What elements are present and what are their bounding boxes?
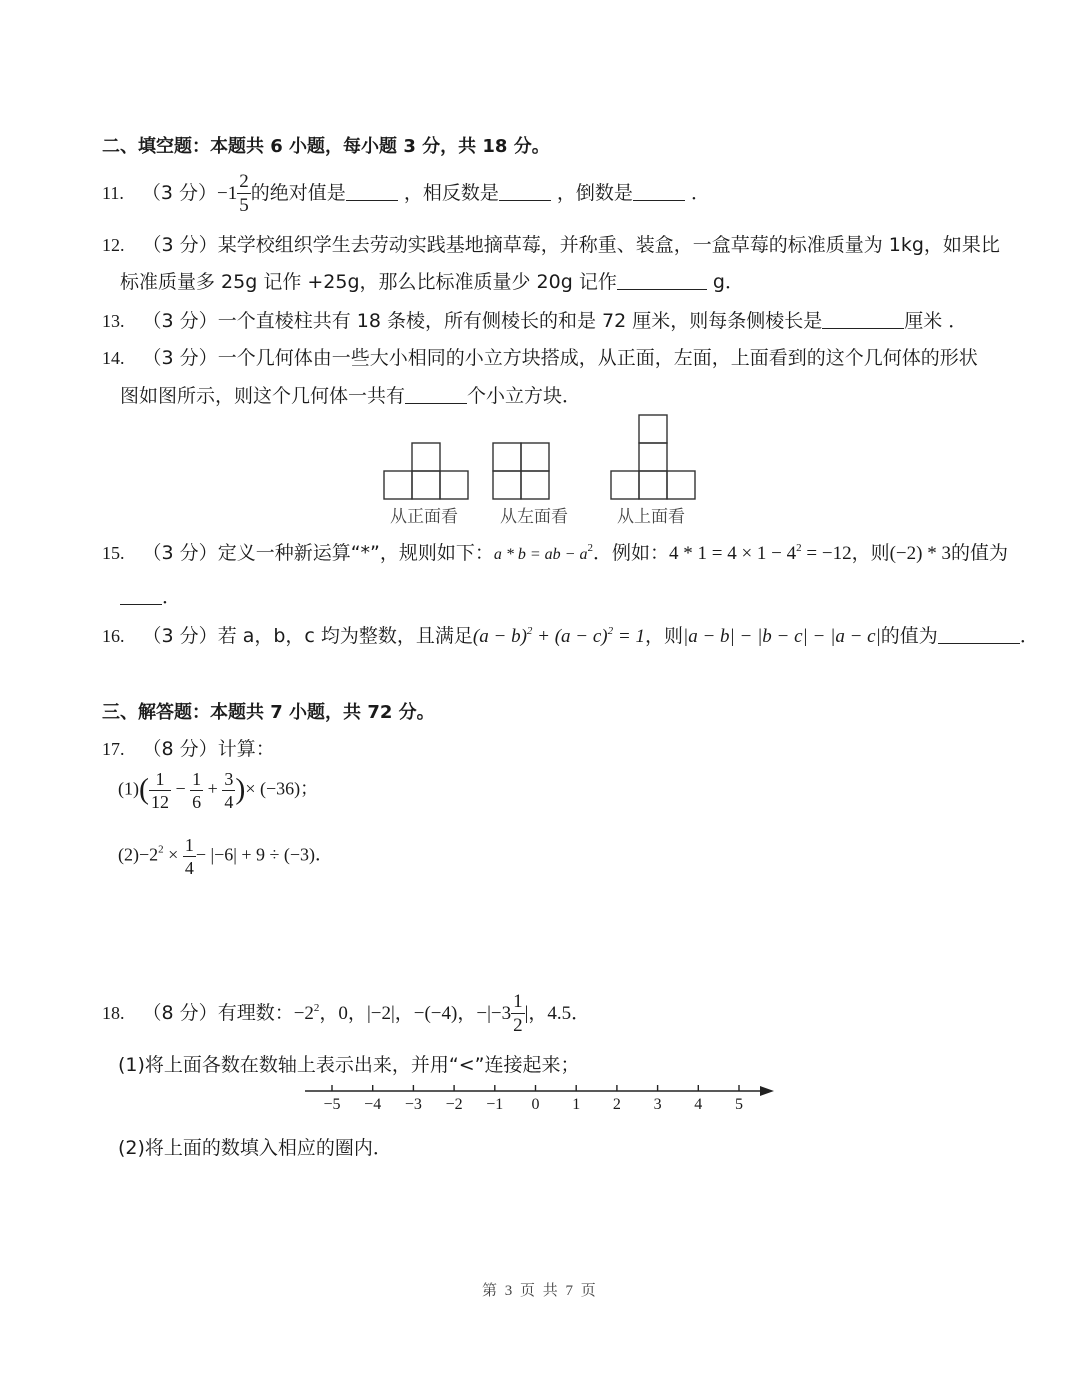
question-text: 一个直棱柱共有 18 条棱，所有侧棱长的和是 72 厘米，则每条侧棱长是 (217, 310, 823, 332)
question-score: （8 分） (142, 738, 218, 760)
top-view-drawing (611, 415, 695, 499)
mixed-number-whole: −1 (217, 183, 238, 204)
question-11: 11. （3 分）−1 $\frac{2}{5}$ 的绝对值是 ，相反数是 ，倒数是 ． (102, 171, 710, 216)
question-score: （3 分） (142, 542, 218, 564)
question-score: （3 分） (142, 347, 218, 369)
question-12-line-2: 标准质量多 25g 记作 +25g，那么比标准质量少 20g 记作 g． (120, 271, 744, 293)
arrow-right-icon (760, 1086, 774, 1096)
number-line-tick-label: 3 (653, 1096, 662, 1113)
question-text: 一个几何体由一些大小相同的小立方块搭成，从正面，左面，上面看到的这个几何体的形状 (217, 347, 978, 369)
question-number: 13. (102, 311, 125, 331)
question-18: 18. （8 分）有理数：$-2^2$，0，|−2|，−(−4)，−|−3 $\frac{1}{2}$ |，4.5． (102, 991, 591, 1036)
answer-blank[interactable] (120, 585, 162, 605)
fraction: $\frac{2}{5}$ (239, 171, 249, 216)
number-line-tick-label: −4 (364, 1096, 382, 1113)
condition-equation: $(a - b)^2 + (a - c)^2 = 1$ (472, 625, 645, 647)
number-line-tick-label: 4 (694, 1096, 703, 1113)
operation-rule: a * b = ab − a (493, 546, 588, 563)
answer-blank[interactable] (346, 181, 398, 201)
question-17-part-2: $(2)-2^2$ × $\frac{1}{4}$ − |−6| + 9 ÷ (−3)． (118, 835, 333, 878)
operation-example: 4 * 1 = 4 × 1 − 4 (668, 543, 797, 564)
question-12 (102, 230, 1000, 257)
question-17: 17. （8 分）计算： (102, 738, 275, 760)
question-score: （8 分） (142, 1002, 218, 1024)
answer-blank[interactable] (938, 624, 1020, 644)
question-number: 18. (102, 1003, 125, 1023)
number-line-tick-label: 1 (572, 1096, 581, 1113)
left-view-drawing (493, 443, 549, 499)
answer-blank[interactable] (499, 181, 551, 201)
question-score: （3 分） (141, 182, 218, 204)
question-text: 某学校组织学生去劳动实践基地摘草莓，并称重、装盒，一盒草莓的标准质量为 1kg，如果比 (217, 234, 1000, 256)
question-16: 16. （3 分）若 a，b，c 均为整数，且满足$(a - b)^2 + (a - c)^2 = 1$，则|a − b| − |b − c| − |a − c|的值为 ． (102, 625, 1039, 647)
left-view-label: 从左面看 (500, 507, 568, 526)
question-number: 11. (102, 183, 124, 203)
number-line-tick-label: 0 (531, 1096, 540, 1113)
number-line-tick-label: −3 (404, 1096, 422, 1113)
question-18-part-2: (2)将上面的数填入相应的圈内． (118, 1137, 392, 1159)
expression: (−2) * 3 (889, 543, 951, 564)
question-13: 13. （3 分）一个直棱柱共有 18 条棱，所有侧棱长的和是 72 厘米，则每条侧棱长是 厘米 ． (102, 310, 968, 332)
number-line-tick-label: 2 (612, 1096, 621, 1113)
page-footer: 第 3 页 共 7 页 (482, 1283, 598, 1299)
question-15: 15. （3 分）定义一种新运算“*”，规则如下：a * b = ab − $a^2$．例如：$4 * 1 = 4 \times 1 - 4^2 = -12$，则(−2) * 3的值为 (102, 542, 1008, 564)
question-14 (102, 343, 978, 370)
question-14-line-2: 图如图所示，则这个几何体一共有 个小立方块． (120, 385, 582, 407)
answer-blank[interactable] (633, 181, 685, 201)
question-score: （3 分） (142, 310, 218, 332)
question-number: 15. (102, 543, 125, 563)
front-view-label: 从正面看 (390, 507, 458, 526)
number-line-tick-label: −1 (486, 1096, 504, 1113)
number-line-tick-label: −5 (323, 1096, 341, 1113)
question-score: （3 分） (142, 234, 218, 256)
question-number: 14. (102, 348, 125, 368)
question-17-part-1: (1)( $\frac{1}{12}$ − $\frac{1}{6}$ + $\frac{3}{4}$ )× (−36)； (118, 769, 319, 812)
front-view-drawing (384, 443, 468, 499)
question-18-part-1: (1)将上面各数在数轴上表示出来，并用“<”连接起来； (118, 1054, 580, 1076)
answer-blank[interactable] (617, 270, 707, 290)
section-3-heading: 三、解答题：本题共 7 小题，共 72 分。 (102, 702, 435, 723)
question-number: 17. (102, 739, 125, 759)
three-view-figure (380, 410, 710, 505)
number-line-tick-label: −2 (445, 1096, 463, 1113)
question-15-line-2: ． (120, 582, 181, 609)
number-line-tick-label: 5 (735, 1096, 743, 1113)
question-number: 16. (102, 626, 125, 646)
section-2-heading: 二、填空题：本题共 6 小题，每小题 3 分，共 18 分。 (102, 136, 550, 157)
answer-blank[interactable] (822, 309, 904, 329)
answer-blank[interactable] (405, 384, 467, 404)
absolute-value-expression: |a − b| − |b − c| − |a − c| (682, 626, 881, 647)
question-number: 12. (102, 235, 125, 255)
question-score: （3 分） (142, 625, 218, 647)
top-view-label: 从上面看 (617, 507, 685, 526)
